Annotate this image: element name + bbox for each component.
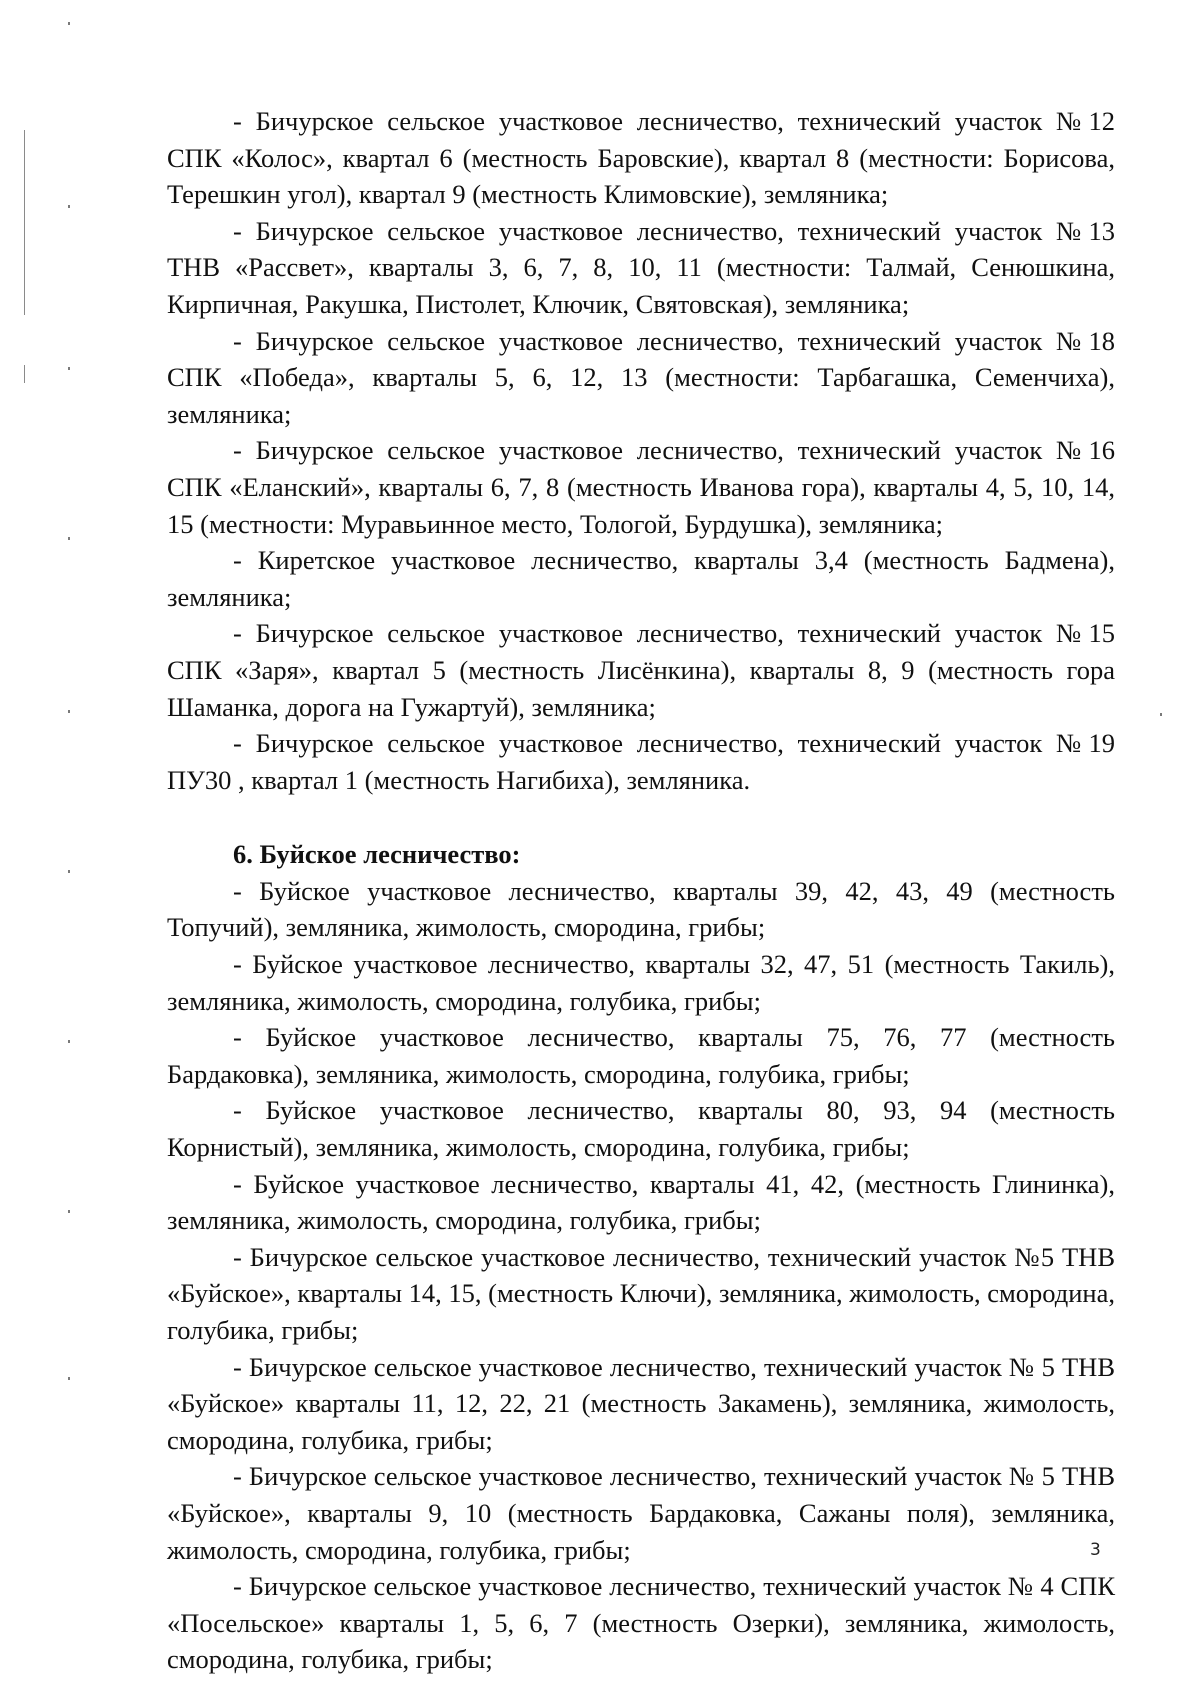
margin-mark	[68, 537, 70, 540]
margin-mark	[68, 367, 70, 370]
page-body	[167, 103, 1115, 1678]
list-item: - Буйское участковое лесничество, кварталы 32, 47, 51 (местность Такиль), земляника, жимолость, смородина, голубика, грибы;	[167, 949, 1115, 1016]
list-item: - Бичурское сельское участковое лесничество, технический участок № 5 ТНВ «Буйское», кварталы 9, 10 (местность Бардаковка, Сажаны поля), земляника, жимолость, смородина, голубика, грибы;	[167, 1461, 1115, 1565]
binding-line	[24, 130, 25, 315]
list-item: - Бичурское сельское участковое лесничество, технический участок № 5 ТНВ «Буйское» кварталы 11, 12, 22, 21 (местность Закамень), земляника, жимолость, смородина, голубика, грибы;	[167, 1351, 1115, 1455]
list-item: - Киретское участковое лесничество, кварталы 3,4 (местность Бадмена), земляника;	[167, 545, 1115, 612]
list-item: - Буйское участковое лесничество, кварталы 39, 42, 43, 49 (местность Топучий), земляника, жимолость, смородина, грибы;	[167, 875, 1115, 943]
margin-mark	[68, 1040, 70, 1043]
margin-mark	[68, 870, 70, 873]
margin-mark	[68, 22, 70, 25]
list-item: - Бичурское сельское участковое лесничество, технический участок №19 ПУ30 , квартал 1 (местность Нагибиха), земляника.	[167, 728, 1115, 795]
list-item: - Буйское участковое лесничество, кварталы 75, 76, 77 (местность Бардаковка), земляника, жимолость, смородина, голубика, грибы;	[167, 1022, 1115, 1089]
section-gap	[167, 798, 1115, 836]
list-item: - Бичурское сельское участковое лесничество, технический участок №13 ТНВ «Рассвет», кварталы 3, 6, 7, 8, 10, 11 (местности: Талмай, Сенюшкина, Кирпичная, Ракушка, Пистолет, Ключик, Святовская), земляника;	[167, 215, 1115, 319]
list-item: - Бичурское сельское участковое лесничество, технический участок №5 ТНВ «Буйское», кварталы 14, 15, (местность Ключи), земляника, жимолость, смородина, голубика, грибы;	[167, 1241, 1115, 1345]
list-item: - Бичурское сельское участковое лесничество, технический участок №12 СПК «Колос», квартал 6 (местность Баровские), квартал 8 (местности: Борисова, Терешкин угол), квартал 9 (местность Климовские), земляника;	[167, 106, 1115, 210]
binding-line	[24, 365, 25, 383]
margin-mark	[1160, 713, 1162, 716]
list-item: - Буйское участковое лесничество, кварталы 41, 42, (местность Глининка), земляника, жимолость, смородина, голубика, грибы;	[167, 1168, 1115, 1236]
page-number: 3	[1090, 1540, 1101, 1560]
list-item: - Бичурское сельское участковое лесничество, технический участок №16 СПК «Еланский», кварталы 6, 7, 8 (местность Иванова гора), кварталы 4, 5, 10, 14, 15 (местности: Муравьинное место, Тологой, Бурдушка), земляника;	[167, 435, 1115, 539]
list-item: - Буйское участковое лесничество, кварталы 80, 93, 94 (местность Корнистый), земляника, жимолость, смородина, голубика, грибы;	[167, 1095, 1115, 1163]
section-heading: 6. Буйское лесничество:	[233, 839, 521, 870]
margin-mark	[68, 205, 70, 208]
list-item: - Бичурское сельское участковое лесничество, технический участок №15 СПК «Заря», квартал 5 (местность Лисёнкина), кварталы 8, 9 (местность гора Шаманка, дорога на Гужартуй), земляника;	[167, 618, 1115, 722]
margin-mark	[68, 1210, 70, 1213]
list-item: - Бичурское сельское участковое лесничество, технический участок № 4 СПК «Посельское» кварталы 1, 5, 6, 7 (местность Озерки), земляника, жимолость, смородина, голубика, грибы;	[167, 1571, 1115, 1675]
margin-mark	[68, 1377, 70, 1380]
margin-mark	[68, 710, 70, 713]
list-item: - Бичурское сельское участковое лесничество, технический участок №18 СПК «Победа», кварталы 5, 6, 12, 13 (местности: Тарбагашка, Семенчиха), земляника;	[167, 325, 1115, 429]
